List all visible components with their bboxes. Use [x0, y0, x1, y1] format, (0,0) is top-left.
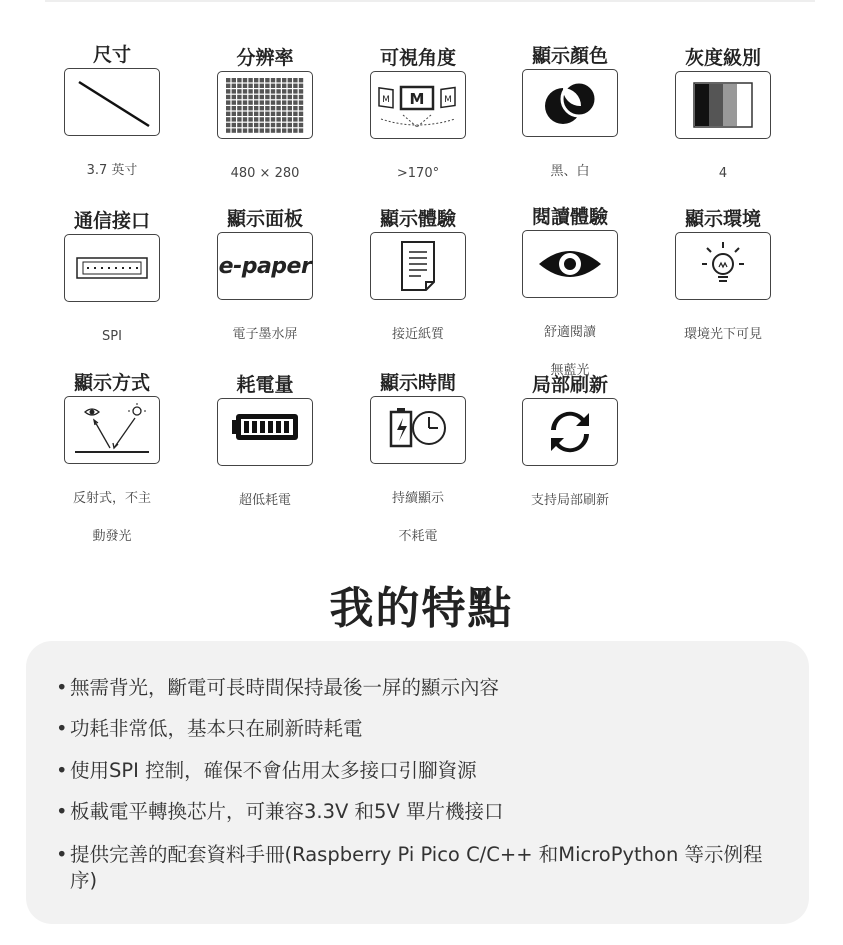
pixel-cell	[226, 89, 230, 93]
pixel-cell	[254, 78, 258, 82]
pixel-cell	[299, 100, 303, 104]
pixel-cell	[265, 117, 269, 121]
pixel-cell	[282, 106, 286, 110]
pixel-cell	[299, 89, 303, 93]
pixel-cell	[243, 84, 247, 88]
spec-icon-box	[217, 232, 313, 300]
pixel-cell	[254, 84, 258, 88]
pixel-cell	[226, 78, 230, 82]
pixel-cell	[288, 95, 292, 99]
spec-title: 耗電量	[236, 374, 294, 396]
spec-value: 支持局部刷新	[530, 493, 609, 508]
bullet-dot: •	[56, 800, 68, 823]
svg-text:M: M	[382, 95, 390, 105]
pixel-cell	[260, 84, 264, 88]
spec-icon-box	[675, 232, 771, 300]
pixel-cell	[276, 95, 280, 99]
pixel-cell	[232, 95, 236, 99]
spec-icon-box	[370, 396, 466, 464]
pixel-cell	[237, 106, 241, 110]
pixel-cell	[248, 117, 252, 121]
pixel-cell	[260, 117, 264, 121]
pixel-cell	[271, 128, 275, 132]
pixel-cell	[237, 100, 241, 104]
pixel-cell	[260, 78, 264, 82]
pixel-cell	[226, 84, 230, 88]
pixel-cell	[260, 95, 264, 99]
pixel-cell	[271, 95, 275, 99]
spec-title: 顯示顏色	[531, 45, 608, 67]
pixel-cell	[232, 128, 236, 132]
pixel-cell	[232, 117, 236, 121]
pixel-cell	[265, 84, 269, 88]
pixel-cell	[282, 84, 286, 88]
pixel-cell	[282, 89, 286, 93]
pixel-cell	[237, 78, 241, 82]
pixel-cell	[288, 112, 292, 116]
pixel-cell	[260, 100, 264, 104]
pixel-cell	[248, 95, 252, 99]
pixel-cell	[293, 112, 297, 116]
pixel-cell	[254, 123, 258, 127]
pixel-cell	[288, 100, 292, 104]
features-heading: 我的特點	[329, 583, 514, 634]
pixel-cell	[226, 128, 230, 132]
spec-value: 480 × 280	[230, 166, 300, 181]
pixel-cell	[265, 123, 269, 127]
light-bulb-icon	[678, 234, 768, 298]
pixel-cell	[299, 106, 303, 110]
spec-icon-box	[522, 230, 618, 298]
pixel-cell	[248, 78, 252, 82]
pixel-cell	[299, 78, 303, 82]
pixel-cell	[254, 95, 258, 99]
spec-value: 環境光下可見	[683, 327, 762, 342]
feature-item: • 使用SPI 控制，確保不會佔用太多接口引腳資源	[56, 759, 477, 782]
spec-title: 尺寸	[92, 44, 131, 66]
pixel-cell	[288, 106, 292, 110]
spec-title: 顯示面板	[226, 208, 303, 230]
spec-icon-box	[217, 398, 313, 466]
spec-value: 黑、白	[550, 164, 590, 179]
pixel-cell	[243, 112, 247, 116]
feature-item: • 提供完善的配套資料手冊(Raspberry Pi Pico C/C++ 和MicroPython 等示例程序)	[56, 843, 763, 892]
pixel-cell	[243, 123, 247, 127]
pixel-cell	[276, 117, 280, 121]
pixel-cell	[271, 84, 275, 88]
pixel-cell	[293, 95, 297, 99]
spec-display-mode	[42, 370, 182, 565]
black-white-circles-icon	[525, 71, 615, 135]
pixel-cell	[248, 106, 252, 110]
pixel-cell	[299, 84, 303, 88]
pixel-cell	[265, 89, 269, 93]
spec-value: 持續顯示 不耗電	[391, 491, 444, 544]
bullet-dot: •	[56, 676, 68, 699]
pixel-cell	[237, 95, 241, 99]
pixel-cell	[282, 95, 286, 99]
spec-icon-box	[64, 234, 160, 302]
feature-item: • 板載電平轉換芯片，可兼容3.3V 和5V 單片機接口	[56, 800, 504, 823]
pixel-cell	[237, 123, 241, 127]
pixel-cell	[271, 89, 275, 93]
pixel-cell	[243, 100, 247, 104]
pixel-cell	[226, 106, 230, 110]
pixel-cell	[288, 89, 292, 93]
pixel-cell	[276, 106, 280, 110]
spec-viewing-angle	[348, 45, 488, 202]
spec-title: 通信接口	[73, 210, 150, 232]
spec-icon-box	[370, 232, 466, 300]
pixel-cell	[276, 100, 280, 104]
pixel-cell	[299, 123, 303, 127]
pixel-cell	[276, 84, 280, 88]
pixel-cell	[237, 117, 241, 121]
spec-icon-box	[64, 68, 160, 136]
pixel-cell	[260, 89, 264, 93]
pixel-cell	[276, 128, 280, 132]
pixel-cell	[265, 106, 269, 110]
spec-value: 舒適閱讀 無藍光	[543, 325, 596, 378]
pixel-cell	[254, 89, 258, 93]
pixel-cell	[237, 128, 241, 132]
spec-title: 灰度級別	[684, 47, 761, 69]
spec-display-time	[348, 370, 488, 565]
pixel-cell	[254, 106, 258, 110]
pixel-cell	[248, 128, 252, 132]
eye-icon	[525, 232, 615, 296]
pixel-cell	[243, 106, 247, 110]
spec-icon-box	[217, 71, 313, 139]
pixel-cell	[288, 84, 292, 88]
pixel-cell	[232, 123, 236, 127]
epaper-logo: e-paper	[218, 253, 312, 279]
spec-title: 局部刷新	[531, 374, 608, 396]
pixel-cell	[226, 100, 230, 104]
pixel-cell	[232, 84, 236, 88]
spec-value: 3.7 英寸	[86, 163, 138, 178]
pixel-cell	[276, 123, 280, 127]
pixel-cell	[248, 100, 252, 104]
refresh-icon	[525, 400, 615, 464]
viewing-angle-letter: M	[409, 90, 425, 108]
pixel-cell	[271, 78, 275, 82]
pixel-cell	[271, 117, 275, 121]
pixel-cell	[260, 128, 264, 132]
spec-power	[195, 372, 335, 529]
pixel-cell	[226, 95, 230, 99]
pixel-cell	[265, 112, 269, 116]
pixel-cell	[254, 128, 258, 132]
pixel-cell	[293, 106, 297, 110]
spec-icon-box	[522, 398, 618, 466]
pixel-cell	[271, 123, 275, 127]
pixel-cell	[254, 112, 258, 116]
pixel-cell	[232, 106, 236, 110]
pixel-cell	[282, 78, 286, 82]
pixel-cell	[232, 78, 236, 82]
feature-item: • 功耗非常低，基本只在刷新時耗電	[56, 717, 363, 740]
pixel-cell	[254, 117, 258, 121]
pixel-cell	[226, 112, 230, 116]
spec-title: 可視角度	[379, 47, 456, 69]
pixel-cell	[265, 128, 269, 132]
spec-title: 顯示時間	[379, 372, 456, 394]
pixel-cell	[243, 128, 247, 132]
spec-value: >170°	[396, 166, 440, 181]
pixel-cell	[248, 89, 252, 93]
grayscale-bars-icon	[678, 73, 768, 137]
pixel-cell	[288, 117, 292, 121]
pixel-cell	[243, 95, 247, 99]
spec-value: 電子墨水屏	[232, 327, 298, 342]
pixel-cell	[243, 89, 247, 93]
pixel-cell	[243, 78, 247, 82]
pixel-cell	[299, 95, 303, 99]
pixel-cell	[288, 78, 292, 82]
pixel-cell	[260, 112, 264, 116]
spec-title: 閱讀體驗	[531, 206, 608, 228]
spec-reading	[500, 204, 640, 399]
spec-icon-box	[675, 71, 771, 139]
pixel-cell	[276, 78, 280, 82]
pixel-cell	[271, 106, 275, 110]
pixel-cell	[265, 95, 269, 99]
spec-resolution	[195, 45, 335, 202]
pixel-cell	[248, 112, 252, 116]
pixel-cell	[265, 78, 269, 82]
pixel-cell	[293, 117, 297, 121]
pixel-cell	[288, 123, 292, 127]
display-clock-icon	[373, 398, 463, 462]
pixel-cell	[232, 89, 236, 93]
spec-interface	[42, 208, 182, 365]
pixel-cell	[237, 112, 241, 116]
reflective-display-icon	[67, 398, 157, 462]
pixel-cell	[260, 123, 264, 127]
spec-title: 分辨率	[236, 47, 294, 69]
pixel-cell	[248, 123, 252, 127]
pixel-cell	[282, 117, 286, 121]
spec-value: 接近紙質	[391, 327, 444, 342]
connector-icon	[67, 236, 157, 300]
bullet-dot: •	[56, 843, 68, 866]
spec-value: SPI	[102, 329, 122, 344]
battery-icon	[220, 400, 310, 464]
pixel-cell	[293, 123, 297, 127]
pixel-cell	[271, 100, 275, 104]
spec-size	[42, 42, 182, 199]
feature-item: • 無需背光，斷電可長時間保持最後一屏的顯示內容	[56, 676, 500, 699]
top-divider	[45, 0, 815, 2]
pixel-cell	[299, 117, 303, 121]
pixel-cell	[237, 84, 241, 88]
pixel-cell	[260, 106, 264, 110]
spec-value: 超低耗電	[238, 493, 291, 508]
pixel-cell	[254, 100, 258, 104]
pixel-cell	[282, 123, 286, 127]
pixel-cell	[293, 84, 297, 88]
spec-display-color	[500, 43, 640, 200]
spec-grayscale	[653, 45, 793, 202]
pixel-cell	[265, 100, 269, 104]
spec-title: 顯示體驗	[379, 208, 456, 230]
viewing-angle-icon	[373, 73, 463, 137]
pixel-cell	[226, 123, 230, 127]
paper-document-icon	[373, 234, 463, 298]
bullet-dot: •	[56, 759, 68, 782]
spec-title: 顯示環境	[684, 208, 761, 230]
spec-title: 顯示方式	[73, 372, 150, 394]
pixel-cell	[271, 112, 275, 116]
spec-icon-box	[522, 69, 618, 137]
pixel-cell	[276, 89, 280, 93]
pixel-cell	[243, 117, 247, 121]
diagonal-line-icon	[67, 70, 157, 134]
pixel-cell	[293, 78, 297, 82]
pixel-grid-icon	[223, 75, 307, 135]
bullet-dot: •	[56, 717, 68, 740]
pixel-cell	[232, 112, 236, 116]
pixel-cell	[276, 112, 280, 116]
pixel-cell	[282, 100, 286, 104]
spec-experience	[348, 206, 488, 363]
pixel-cell	[293, 128, 297, 132]
spec-icon-box	[370, 71, 466, 139]
pixel-cell	[293, 89, 297, 93]
spec-partial-refresh	[500, 372, 640, 529]
spec-value: 反射式，不主 動發光	[72, 491, 151, 544]
pixel-cell	[282, 128, 286, 132]
spec-panel	[195, 206, 335, 363]
pixel-cell	[226, 117, 230, 121]
svg-text:M: M	[444, 95, 452, 105]
pixel-cell	[232, 100, 236, 104]
pixel-cell	[299, 112, 303, 116]
pixel-cell	[248, 84, 252, 88]
spec-value: 4	[718, 166, 728, 181]
pixel-cell	[293, 100, 297, 104]
pixel-cell	[282, 112, 286, 116]
pixel-cell	[237, 89, 241, 93]
spec-icon-box	[64, 396, 160, 464]
pixel-cell	[288, 128, 292, 132]
pixel-cell	[299, 128, 303, 132]
spec-environment	[653, 206, 793, 363]
